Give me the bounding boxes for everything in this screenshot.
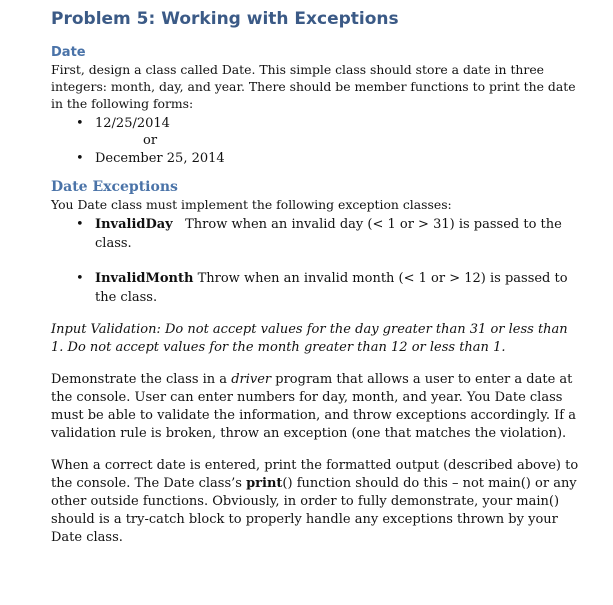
date-exceptions-heading: Date Exceptions <box>51 179 178 195</box>
date-heading: Date <box>51 45 86 60</box>
date-forms-list <box>51 114 581 133</box>
exception-desc-invalid-month: Throw when an invalid month (< 1 or > 12) is passed to the class. <box>95 271 568 305</box>
date-form-long: December 25, 2014 <box>95 151 225 166</box>
or-text: or <box>143 133 158 148</box>
list-item <box>51 149 581 168</box>
print-word: print <box>246 476 283 491</box>
list-item <box>51 269 581 307</box>
exception-list <box>51 215 581 307</box>
list-item <box>51 215 581 253</box>
date-forms-list-2 <box>51 149 581 168</box>
bullet-icon: • <box>76 271 84 286</box>
exception-desc-invalid-day: Throw when an invalid day (< 1 or > 31) is passed to the class. <box>95 217 562 251</box>
bullet-icon: • <box>76 151 84 166</box>
bullet-icon: • <box>76 217 84 232</box>
document-page <box>51 8 581 547</box>
date-paragraph: First, design a class called Date. This simple class should store a date in three integers: month, day, and year. There should be member functions to print the date in the following forms: <box>51 62 576 111</box>
exceptions-intro: You Date class must implement the following exception classes: <box>51 197 452 212</box>
final-paragraph: When a correct date is entered, print the formatted output (described above) to the console. The Date class’s print() function should do this – not main() or any other outside functions. Obviously, in order to fully demonstrate, your main() should is a try-catch block to properly handle any exceptions thrown by your Date class. <box>51 458 579 545</box>
bullet-icon: • <box>76 116 84 131</box>
input-validation-text: Input Validation: Do not accept values for the day greater than 31 or less than 1. Do not accept values for the month greater than 12 or less than 1. <box>51 322 568 355</box>
list-item <box>51 114 581 133</box>
demonstrate-paragraph: Demonstrate the class in a driver program that allows a user to enter a date at the console. User can enter numbers for day, month, and year. You Date class must be able to validate the information, and throw exceptions accordingly. If a validation rule is broken, throw an exception (one that matches the violation). <box>51 372 576 441</box>
exception-name-invalid-day: InvalidDay <box>95 217 173 232</box>
exception-name-invalid-month: InvalidMonth <box>95 271 194 286</box>
driver-word: driver <box>231 372 272 387</box>
date-form-numeric: 12/25/2014 <box>95 116 170 131</box>
page-title: Problem 5: Working with Exceptions <box>51 9 399 29</box>
